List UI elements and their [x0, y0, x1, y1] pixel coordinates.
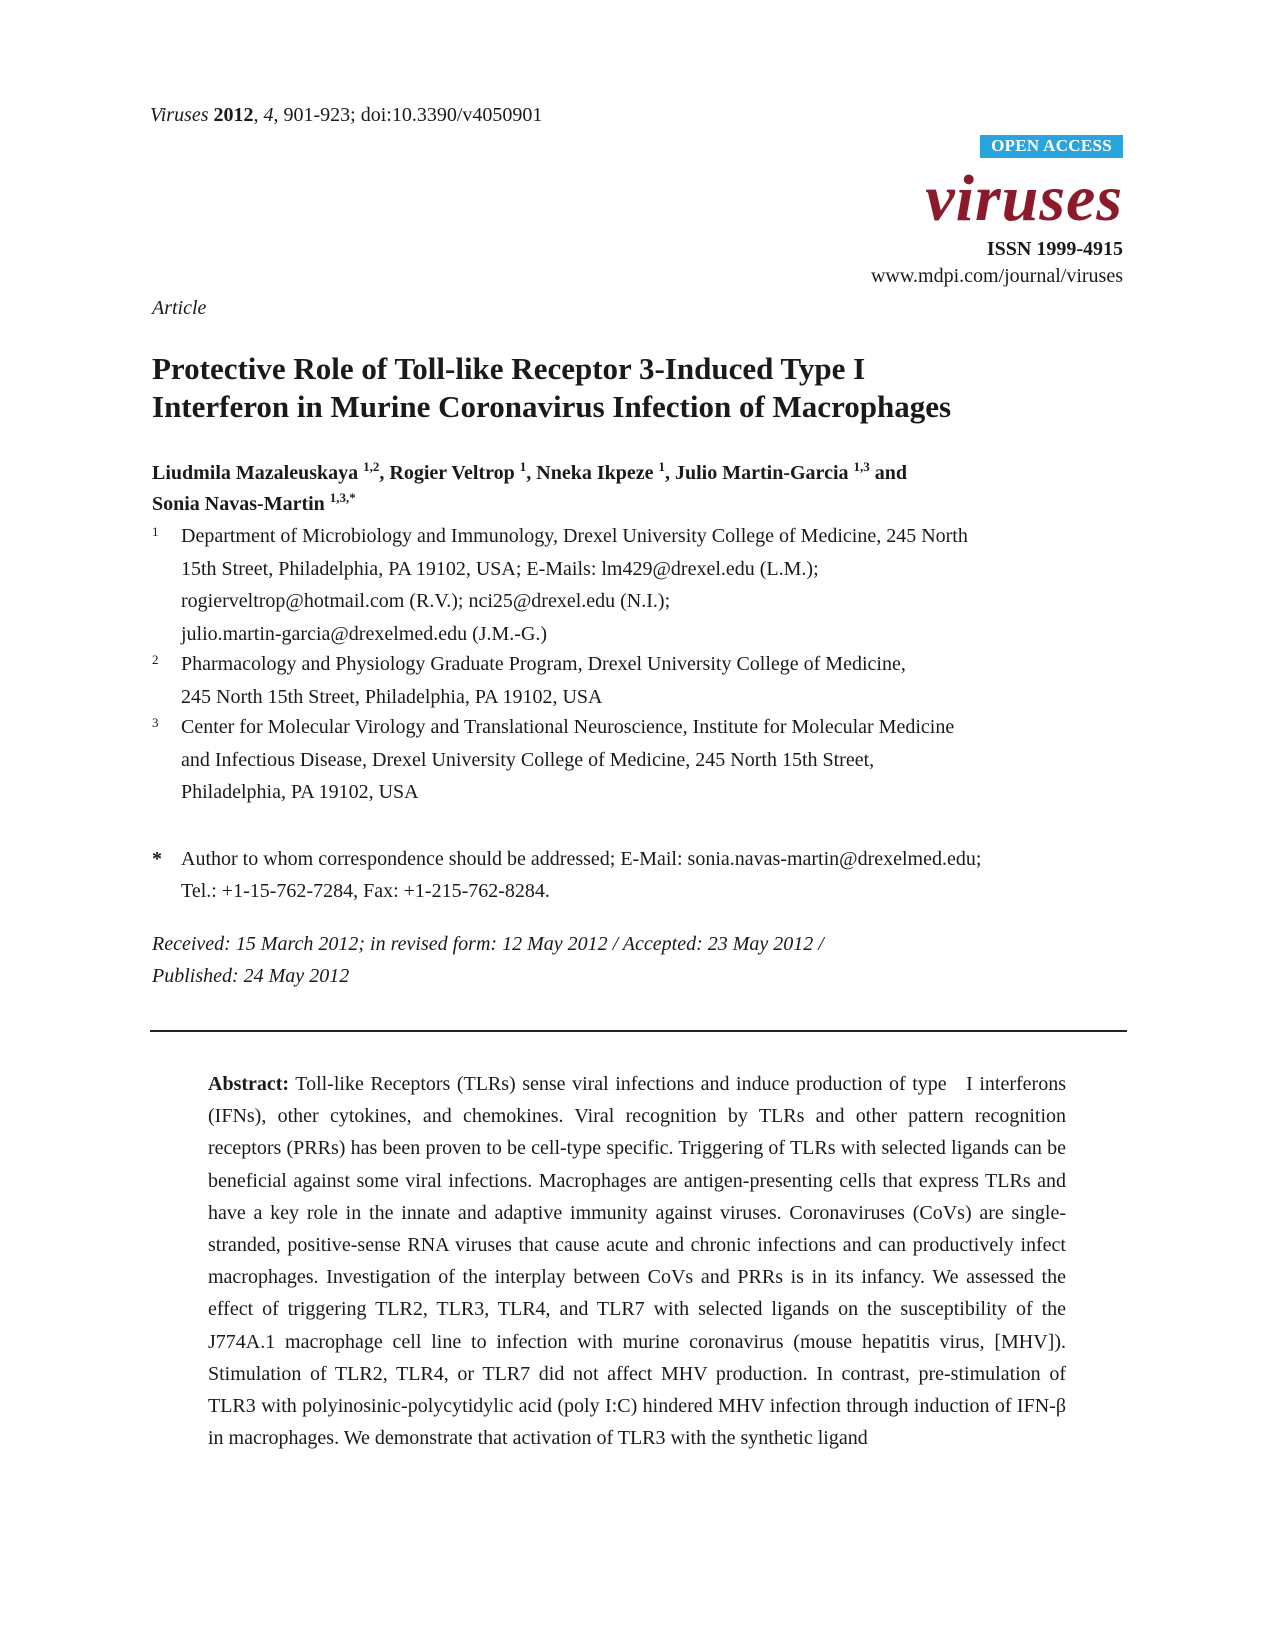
article-type: Article — [152, 297, 207, 319]
issn: ISSN 1999-4915 — [986, 238, 1123, 260]
affiliation-1 — [152, 520, 1132, 650]
pages-doi: , 901-923; doi:10.3390/v4050901 — [273, 104, 543, 126]
dates-line-2: Published: 24 May 2012 — [152, 965, 350, 987]
correspondence-line: Tel.: +1-15-762-7284, Fax: +1-215-762-8284. — [181, 880, 550, 902]
affiliation-number: 2 — [152, 652, 159, 667]
affiliation-line: Department of Microbiology and Immunology, Drexel University College of Medicine, 245 North — [181, 525, 968, 547]
affiliation-number: 3 — [152, 715, 159, 730]
abstract — [208, 1068, 1066, 1454]
author-affiliation-ref: 1,3 — [853, 459, 870, 474]
author-affiliation-ref: 1 — [519, 459, 527, 474]
affiliation-line: rogierveltrop@hotmail.com (R.V.); nci25@drexel.edu (N.I.); — [181, 590, 671, 612]
title-line-2: Interferon in Murine Coronavirus Infection of Macrophages — [152, 389, 952, 424]
correspondence-line: Author to whom correspondence should be addressed; E-Mail: sonia.navas-martin@drexelmed.edu; — [181, 848, 982, 870]
affiliation-line: and Infectious Disease, Drexel University College of Medicine, 245 North 15th Street, — [181, 748, 875, 771]
affiliation-line: 245 North 15th Street, Philadelphia, PA 19102, USA — [181, 685, 603, 708]
open-access-badge: OPEN ACCESS — [980, 135, 1123, 158]
affiliation-line: julio.martin-garcia@drexelmed.edu (J.M.-G.) — [181, 622, 548, 645]
affiliation-3 — [152, 711, 1132, 809]
author-name: Julio Martin-Garcia — [675, 462, 849, 484]
affiliation-2 — [152, 648, 1132, 713]
author-affiliation-ref: 1 — [658, 459, 665, 474]
citation-line: Viruses 2012, 4, 901-923; doi:10.3390/v4050901 — [150, 104, 543, 126]
correspondence-marker: * — [152, 848, 162, 870]
author-affiliation-ref: 1,3,* — [329, 490, 356, 505]
abstract-label: Abstract: — [208, 1073, 290, 1095]
journal-logo: viruses — [925, 162, 1123, 235]
author-name: Nneka Ikpeze — [536, 462, 654, 484]
publication-dates — [152, 928, 1052, 992]
correspondence — [152, 843, 1132, 907]
affiliation-line: Center for Molecular Virology and Translational Neuroscience, Institute for Molecular Medicine — [181, 716, 955, 738]
author-name: Sonia Navas-Martin — [152, 493, 325, 515]
paper-title — [152, 350, 1142, 426]
affiliation-line: Pharmacology and Physiology Graduate Program, Drexel University College of Medicine, — [181, 653, 906, 675]
journal-name: Viruses — [150, 104, 209, 126]
author-name: Liudmila Mazaleuskaya — [152, 462, 359, 484]
title-line-1: Protective Role of Toll-like Receptor 3-Induced Type I — [152, 351, 866, 386]
journal-url[interactable]: www.mdpi.com/journal/viruses — [870, 265, 1123, 287]
affiliation-line: Philadelphia, PA 19102, USA — [181, 781, 419, 803]
volume: 4 — [263, 104, 274, 126]
author-name: Rogier Veltrop — [389, 462, 515, 484]
section-divider — [150, 1030, 1127, 1032]
affiliation-line: 15th Street, Philadelphia, PA 19102, USA; E-Mails: lm429@drexel.edu (L.M.); — [181, 557, 819, 580]
dates-line-1: Received: 15 March 2012; in revised form: 12 May 2012 / Accepted: 23 May 2012 / — [152, 933, 824, 955]
author-list: Liudmila Mazaleuskaya $^{1,2}$, Rogier Veltrop $^1$, Nneka Ikpeze $^1$, Julio Martin-Garcia $^{1,3}$ and Sonia Navas-Martin $^{1,3,*}$ — [152, 459, 907, 515]
year: 2012 — [213, 104, 254, 126]
abstract-text: Toll-like Receptors (TLRs) sense viral infections and induce production of type I interferons (IFNs), other cytokines, and chemokines. Viral recognition by TLRs and other pattern recognition receptors (PRRs) has been proven to be cell-type specific. Triggering of TLRs with selected ligands can be beneficial against some viral infections. Macrophages are antigen-presenting cells that express TLRs and have a key role in the innate and adaptive immunity against viruses. Coronaviruses (CoVs) are single-stranded, positive-sense RNA viruses that cause acute and chronic infections and can productively infect macrophages. Investigation of the interplay between CoVs and PRRs is in its infancy. We assessed the effect of triggering TLR2, TLR3, TLR4, and TLR7 with selected ligands on the susceptibility of the J774A.1 macrophage cell line to infection with murine coronavirus (mouse hepatitis virus, [MHV]). Stimulation of TLR2, TLR4, or TLR7 did not affect MHV production. In contrast, pre-stimulation of TLR3 with polyinosinic-polycytidylic acid (poly I:C) hindered MHV infection through induction of IFN-β in macrophages. We demonstrate that activation of TLR3 with the synthetic ligand — [208, 1073, 1066, 1450]
affiliation-number: 1 — [152, 524, 159, 539]
author-affiliation-ref: 1,2 — [363, 459, 380, 474]
